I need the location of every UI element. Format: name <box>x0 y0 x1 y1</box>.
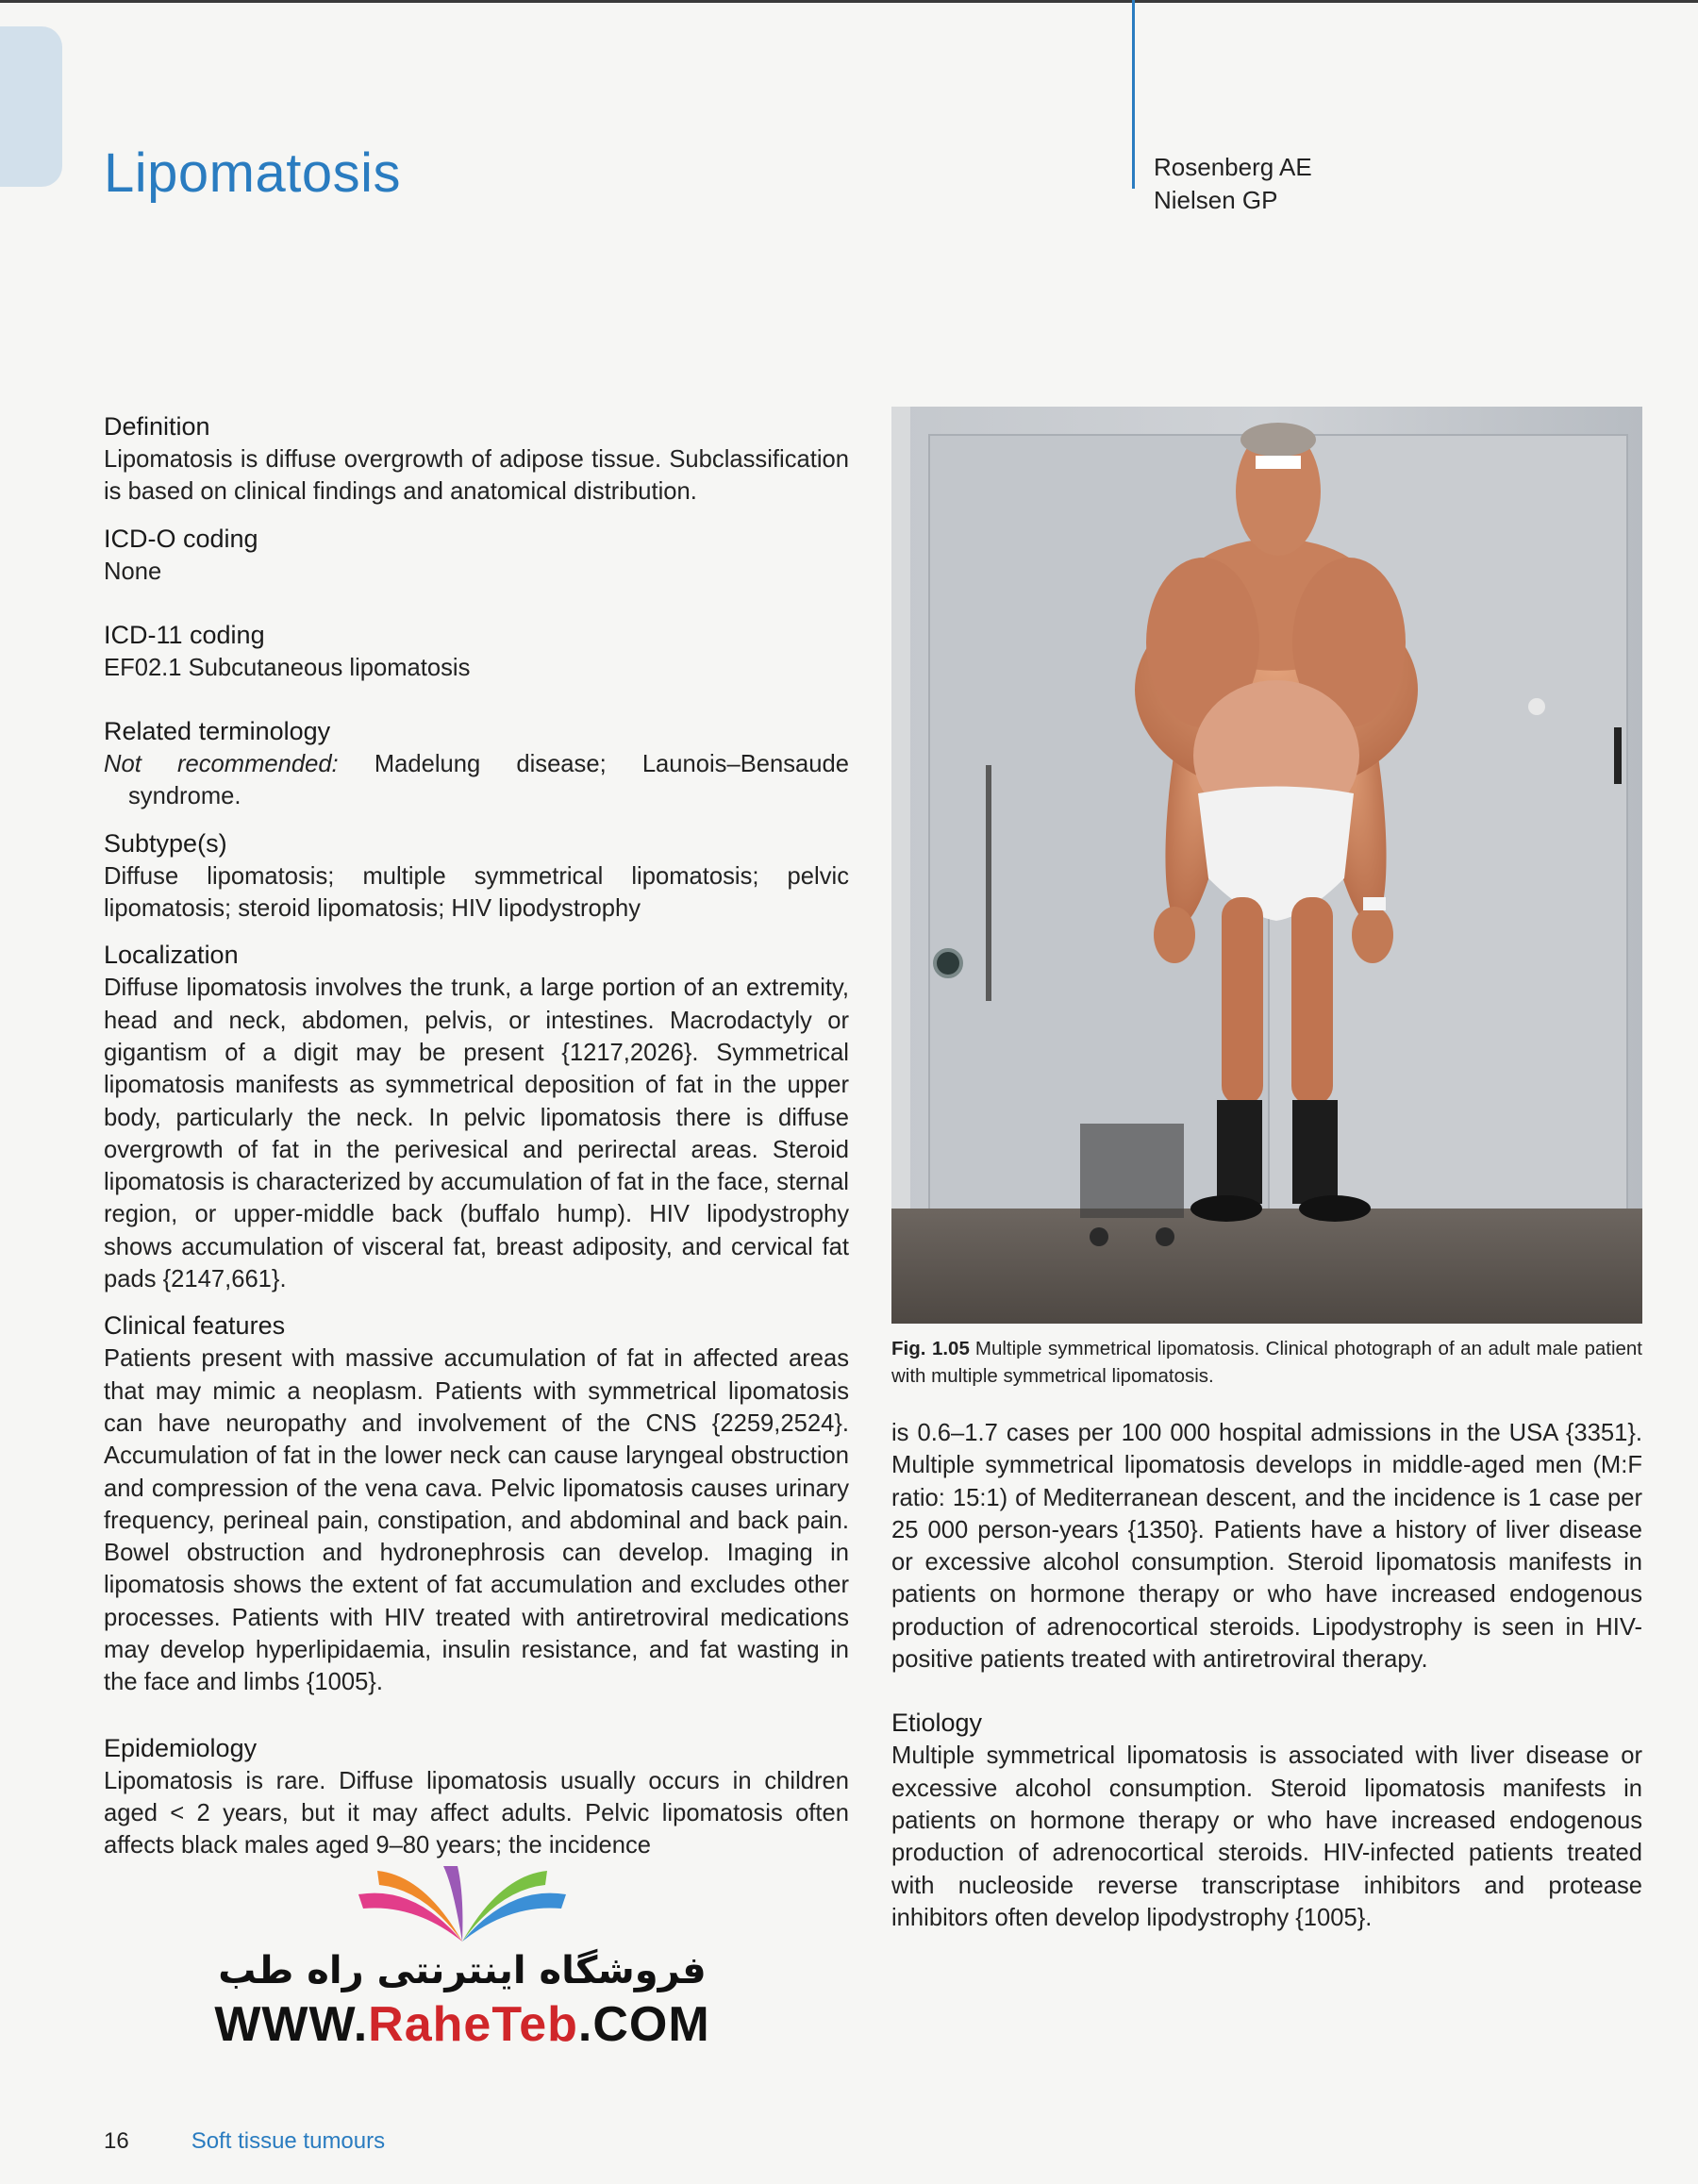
section-heading: Etiology <box>891 1709 983 1738</box>
terminology-label: Not recommended: <box>104 751 339 778</box>
section-text: is 0.6–1.7 cases per 100 000 hospital admissions in the USA {3351}. Multiple symmetrical lipomatosis develops in middle-aged men (M:F ratio: 15:1) of Mediterranean descent, and the incidence is 1 case per 25 000 person-years {1350}. Patients have a history of liver disease or excessive alcohol consumption. Steroid lipomatosis manifests in patients on hormone therapy or who have increased endogenous production of adrenocortical steroids. Lipodystrophy is seen in HIV-positive patients treated with antiretroviral therapy. <box>891 1420 1642 1674</box>
figure-label: Fig. 1.05 <box>891 1338 970 1359</box>
section-icdo <box>104 522 849 588</box>
header-divider <box>1132 0 1135 189</box>
patient-photo-illustration <box>891 407 1642 1324</box>
section-subtypes <box>104 826 849 925</box>
left-column <box>104 409 849 1862</box>
top-rule <box>0 0 1698 3</box>
url-brand: RaheTeb <box>368 1997 578 2052</box>
watermark-persian-text: فروشگاه اینترنتی راه طب <box>218 1949 707 1992</box>
section-heading: ICD-O coding <box>104 524 258 553</box>
book-logo-icon <box>198 1866 726 1951</box>
page-title: Lipomatosis <box>104 142 401 204</box>
watermark <box>198 1866 726 2052</box>
section-text: Diffuse lipomatosis involves the trunk, a large portion of an extremity, head and neck, abdomen, pelvis, or intestines. Macrodactyly or gigantism of a digit may be present {1217,2026}. Symmetrical lipomatosis manifests as symmetrical deposition of fat in the upper body, particularly the neck. In pelvic lipomatosis there is diffuse overgrowth of fat in the perivesical and perirectal areas. Steroid lipomatosis is characterized by accumulation of fat in the face, sternal region, or upper-middle back (buffalo hump). HIV lipodystrophy shows accumulation of visceral fat, breast adiposity, and cervical fat pads {2147,661}. <box>104 975 849 1293</box>
figure-caption <box>891 1335 1642 1390</box>
author-1: Rosenberg AE <box>1154 153 1312 181</box>
section-text: Lipomatosis is rare. Diffuse lipomatosis usually occurs in children aged < 2 years, but it may affect adults. Pelvic lipomatosis often affects black males aged 9–80 years; the incidence <box>104 1767 849 1859</box>
right-column <box>891 1417 1642 1934</box>
section-heading: Subtype(s) <box>104 828 227 858</box>
section-text: Diffuse lipomatosis; multiple symmetrical lipomatosis; pelvic lipomatosis; steroid lipomatosis; HIV lipodystrophy <box>104 862 849 923</box>
chapter-side-tab <box>0 26 62 187</box>
section-localization <box>104 938 849 1295</box>
section-text: Patients present with massive accumulation of fat in affected areas that may mimic a neoplasm. Patients with symmetrical lipomatosis can have neuropathy and involvement of the CNS {2259,2524}. Accumulation of fat in the lower neck can cause laryngeal obstruction and compression of the vena cava. Pelvic lipomatosis causes urinary frequency, perineal pain, constipation, and abdominal and back pain. Bowel obstruction and hydronephrosis can develop. Imaging in lipomatosis shows the extent of fat accumulation and excludes other processes. Patients with HIV treated with antiretroviral medications may develop hyperlipidaemia, insulin resistance, and fat wasting in the face and limbs {1005}. <box>104 1345 849 1696</box>
url-prefix: WWW. <box>214 1997 369 2052</box>
section-heading: Epidemiology <box>104 1733 258 1762</box>
section-heading: Related terminology <box>104 717 331 746</box>
section-text: None <box>104 558 162 585</box>
section-icd11 <box>104 618 849 684</box>
section-text <box>104 748 849 813</box>
footer-section-title: Soft tissue tumours <box>191 2128 386 2154</box>
author-2: Nielsen GP <box>1154 186 1278 214</box>
page-footer <box>104 2128 385 2155</box>
section-heading: Definition <box>104 412 210 441</box>
figure-caption-text: Multiple symmetrical lipomatosis. Clinical photograph of an adult male patient with multiple symmetrical lipomatosis. <box>891 1338 1642 1387</box>
section-text: EF02.1 Subcutaneous lipomatosis <box>104 654 471 681</box>
section-heading: Localization <box>104 941 239 970</box>
section-etiology <box>891 1706 1642 1934</box>
section-terminology <box>104 714 849 813</box>
section-text: Multiple symmetrical lipomatosis is associated with liver disease or excessive alcohol consumption. Steroid lipomatosis manifests in patients on hormone therapy or who have increased endogenous production of adrenocortical steroids. HIV-infected patients treated with nucleoside reverse transcriptase inhibitors and protease inhibitors often develop lipodystrophy {1005}. <box>891 1742 1642 1931</box>
section-text: Lipomatosis is diffuse overgrowth of adipose tissue. Subclassification is based on clinical findings and anatomical distribution. <box>104 446 849 506</box>
epidemiology-continued <box>891 1417 1642 1676</box>
terminology-text: Madelung disease; Launois–Bensaude syndrome. <box>128 751 849 810</box>
section-heading: ICD-11 coding <box>104 620 265 649</box>
section-definition <box>104 409 849 508</box>
url-suffix: .COM <box>577 1997 710 2052</box>
section-heading: Clinical features <box>104 1311 286 1341</box>
clinical-photograph <box>891 407 1642 1324</box>
section-epidemiology <box>104 1731 849 1862</box>
author-list <box>1154 151 1312 217</box>
watermark-url <box>198 1996 726 2053</box>
page-number: 16 <box>104 2128 129 2154</box>
section-clinical-features <box>104 1309 849 1698</box>
